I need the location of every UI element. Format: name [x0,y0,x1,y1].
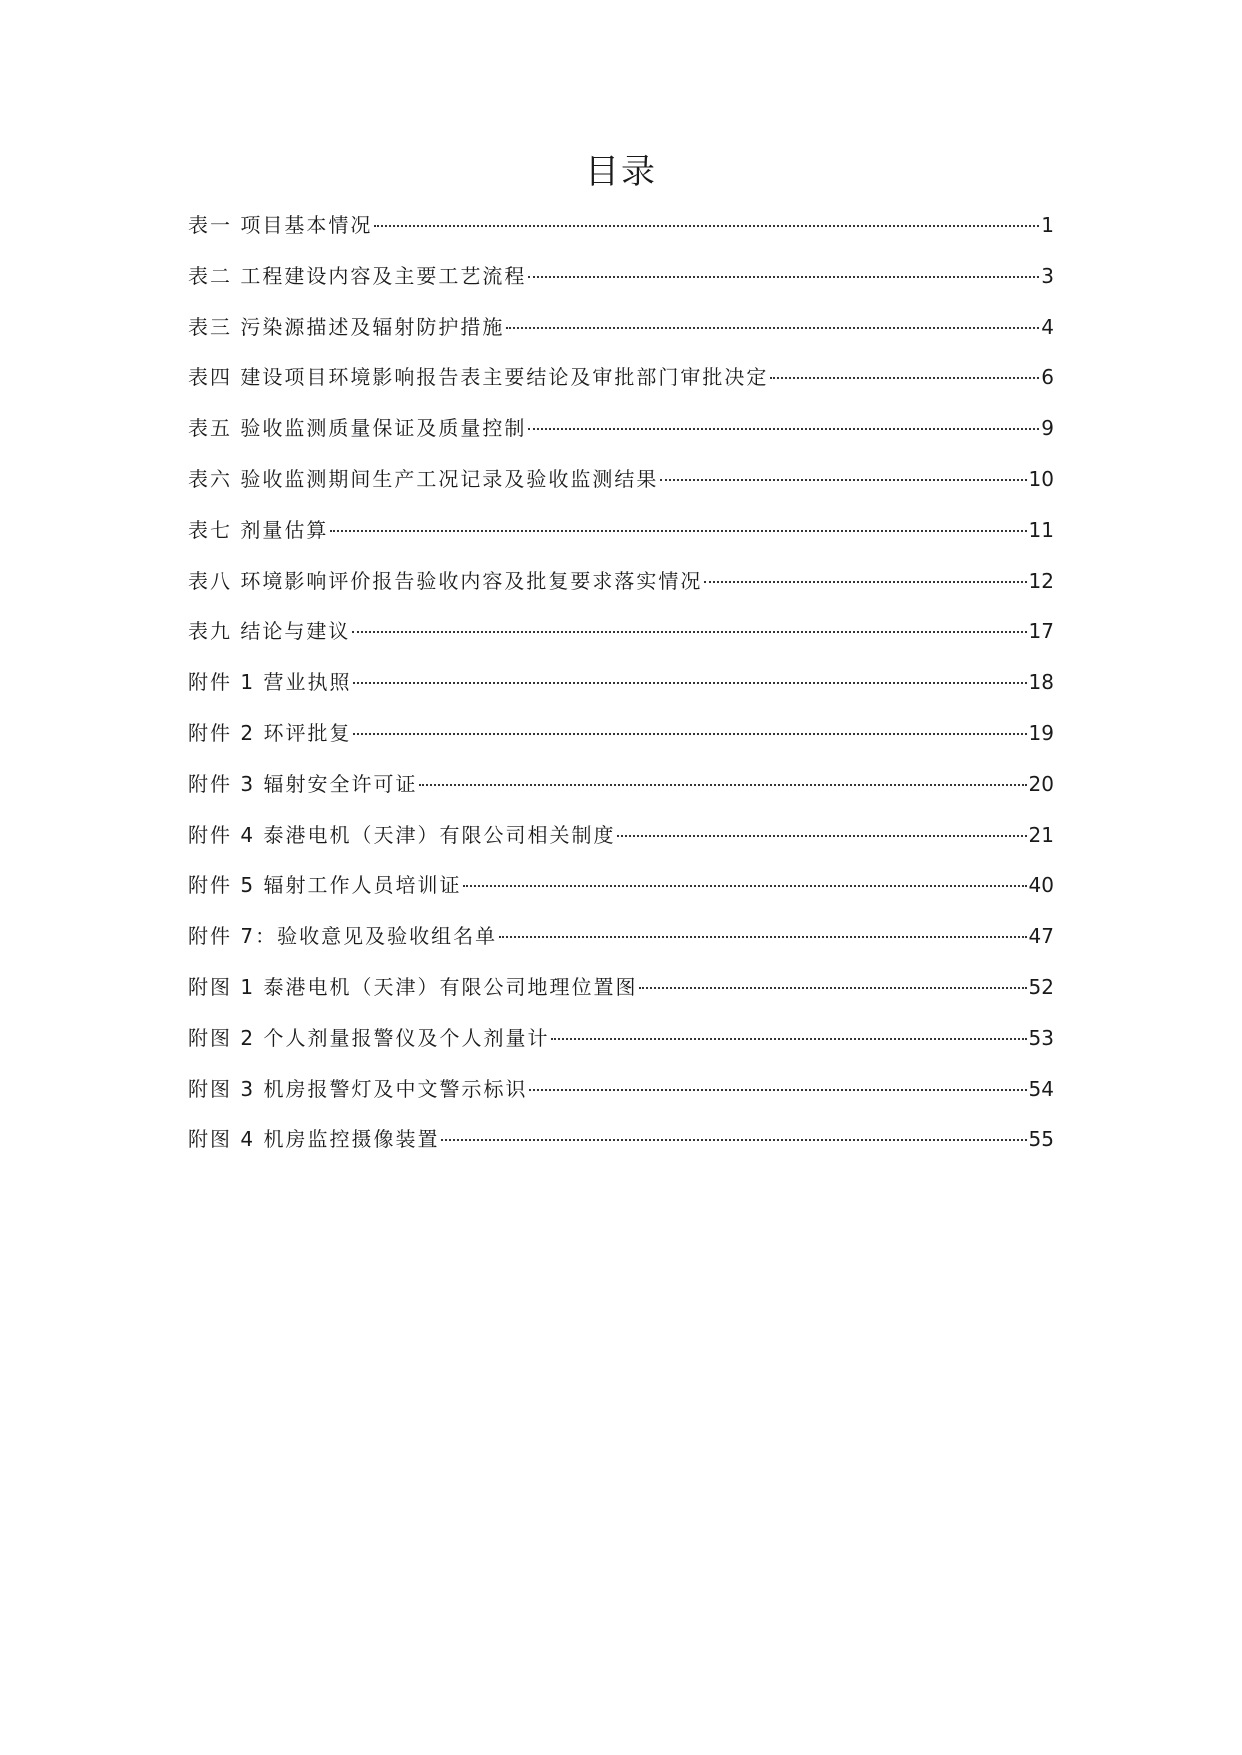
toc-leader-dots [528,276,1039,278]
toc-entry[interactable] [188,466,1054,517]
toc-leader-dots [419,784,1026,786]
toc-leader-dots [463,885,1026,887]
toc-entry-page: 11 [1028,517,1054,542]
toc-leader-dots [639,987,1026,989]
toc-entry-page: 9 [1041,416,1054,441]
toc-entry-page: 52 [1028,974,1054,999]
toc-entry-label: 表九 结论与建议 [188,619,351,644]
toc-entry-label: 附图 4 机房监控摄像装置 [188,1127,440,1152]
toc-entry-label: 表七 剂量估算 [188,517,329,542]
toc-entry-label: 附件 1 营业执照 [188,670,352,695]
toc-entry[interactable] [188,771,1054,822]
toc-leader-dots [528,428,1039,430]
toc-leader-dots [330,530,1026,532]
toc-entry[interactable] [188,364,1054,415]
toc-entry-label: 附图 2 个人剂量报警仪及个人剂量计 [188,1025,550,1050]
toc-entry[interactable] [188,263,1054,314]
toc-entry[interactable] [188,618,1054,669]
toc-entry[interactable] [188,517,1054,568]
toc-leader-dots [353,682,1026,684]
toc-entry-label: 附图 3 机房报警灯及中文警示标识 [188,1076,528,1101]
toc-entry-label: 附图 1 泰港电机（天津）有限公司地理位置图 [188,974,638,999]
toc-entry[interactable] [188,314,1054,365]
toc-entry[interactable] [188,415,1054,466]
toc-entry-label: 附件 4 泰港电机（天津）有限公司相关制度 [188,822,616,847]
toc-entry-page: 12 [1028,568,1054,593]
toc-leader-dots [499,936,1026,938]
toc-entry-page: 20 [1028,771,1054,796]
toc-entry-page: 3 [1041,263,1054,288]
toc-leader-dots [353,733,1026,735]
toc-entry[interactable] [188,720,1054,771]
toc-entry[interactable] [188,669,1054,720]
toc-entry-label: 表三 污染源描述及辐射防护措施 [188,314,505,339]
toc-leader-dots [770,377,1039,379]
toc-entry-page: 54 [1028,1076,1054,1101]
table-of-contents [188,212,1054,1177]
toc-entry-label: 附件 7：验收意见及验收组名单 [188,924,498,949]
toc-entry-label: 附件 3 辐射安全许可证 [188,771,418,796]
toc-leader-dots [441,1139,1026,1141]
page-title: 目录 [585,152,657,192]
toc-entry-page: 53 [1028,1025,1054,1050]
toc-entry[interactable] [188,568,1054,619]
toc-leader-dots [704,581,1026,583]
toc-leader-dots [352,631,1026,633]
toc-entry-label: 表八 环境影响评价报告验收内容及批复要求落实情况 [188,568,703,593]
toc-entry-page: 10 [1028,466,1054,491]
toc-leader-dots [660,479,1026,481]
toc-leader-dots [551,1038,1026,1040]
toc-entry-page: 40 [1028,873,1054,898]
toc-entry-page: 55 [1028,1127,1054,1152]
toc-leader-dots [529,1089,1026,1091]
toc-leader-dots [617,835,1026,837]
toc-entry-label: 表二 工程建设内容及主要工艺流程 [188,263,527,288]
toc-entry-label: 附件 5 辐射工作人员培训证 [188,873,462,898]
toc-entry[interactable] [188,822,1054,873]
toc-entry-page: 21 [1028,822,1054,847]
toc-entry-label: 表四 建设项目环境影响报告表主要结论及审批部门审批决定 [188,365,769,390]
toc-entry-label: 表五 验收监测质量保证及质量控制 [188,416,527,441]
toc-entry[interactable] [188,872,1054,923]
toc-entry-page: 1 [1041,213,1054,237]
toc-entry-label: 附件 2 环评批复 [188,720,352,745]
toc-entry-page: 19 [1028,720,1054,745]
toc-entry-label: 表六 验收监测期间生产工况记录及验收监测结果 [188,466,659,491]
toc-entry[interactable] [188,1126,1054,1177]
toc-entry[interactable] [188,974,1054,1025]
toc-entry[interactable] [188,1076,1054,1127]
toc-entry[interactable] [188,212,1054,263]
toc-entry[interactable] [188,923,1054,974]
toc-entry-page: 4 [1041,314,1054,339]
toc-leader-dots [506,327,1039,329]
toc-leader-dots [374,225,1039,227]
toc-entry-page: 47 [1028,924,1054,949]
toc-entry-page: 6 [1041,365,1054,390]
toc-entry[interactable] [188,1025,1054,1076]
toc-entry-page: 18 [1028,670,1054,695]
toc-entry-page: 17 [1028,619,1054,644]
toc-entry-label: 表一 项目基本情况 [188,213,373,237]
